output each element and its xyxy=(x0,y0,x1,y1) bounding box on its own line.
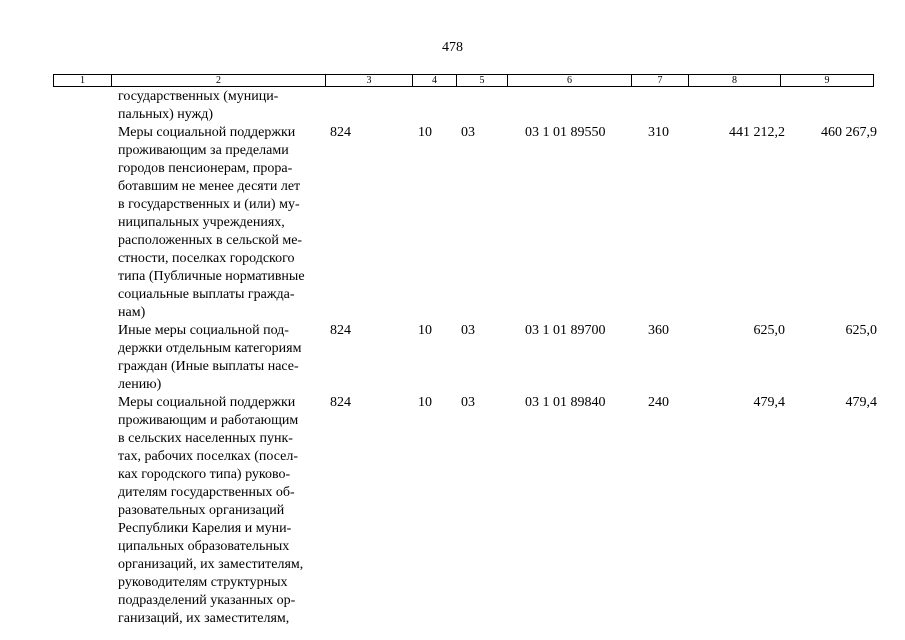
description-line: ках городского типа) руково- xyxy=(118,467,291,482)
amount-year-2: 460 267,9 xyxy=(821,125,877,140)
amount-year-2: 479,4 xyxy=(845,395,877,410)
description-line: в государственных и (или) му- xyxy=(118,197,300,212)
header-col-3: 3 xyxy=(326,75,413,87)
subsection-code: 03 xyxy=(461,395,475,410)
header-col-4: 4 xyxy=(413,75,457,87)
description-line: ганизаций, их заместителям, xyxy=(118,611,290,626)
description-line: ботавшим не менее десяти лет xyxy=(118,179,301,194)
budget-table-body xyxy=(53,88,885,628)
row-description xyxy=(118,124,333,322)
description-line: Иные меры социальной под- xyxy=(118,323,289,338)
header-row xyxy=(54,75,874,87)
row-description xyxy=(118,88,333,124)
description-line: нам) xyxy=(118,305,146,320)
description-line: ципальных образовательных xyxy=(118,539,290,554)
header-col-7: 7 xyxy=(632,75,689,87)
page-number: 478 xyxy=(442,40,463,55)
description-line: проживающим за пределами xyxy=(118,143,289,158)
section-code: 10 xyxy=(418,125,432,140)
amount-year-2: 625,0 xyxy=(845,323,877,338)
expense-type-code: 310 xyxy=(648,125,669,140)
row-description xyxy=(118,322,333,394)
header-col-9: 9 xyxy=(781,75,874,87)
description-line: государственных (муници- xyxy=(118,89,279,104)
description-line: в сельских населенных пунк- xyxy=(118,431,293,446)
header-col-1: 1 xyxy=(54,75,112,87)
table-row xyxy=(53,124,885,322)
description-line: граждан (Иные выплаты насе- xyxy=(118,359,299,374)
header-col-2: 2 xyxy=(112,75,326,87)
description-line: Меры социальной поддержки xyxy=(118,125,296,140)
description-line: пальных) нужд) xyxy=(118,107,214,122)
header-col-8: 8 xyxy=(689,75,781,87)
description-line: проживающим и работающим xyxy=(118,413,299,428)
description-line: дителям государственных об- xyxy=(118,485,295,500)
description-line: социальные выплаты гражда- xyxy=(118,287,295,302)
description-line: городов пенсионерам, прора- xyxy=(118,161,293,176)
description-line: организаций, их заместителям, xyxy=(118,557,304,572)
description-line: лению) xyxy=(118,377,162,392)
target-article-code: 03 1 01 89550 xyxy=(525,125,606,140)
admin-code: 824 xyxy=(330,125,351,140)
description-line: расположенных в сельской ме- xyxy=(118,233,303,248)
header-col-5: 5 xyxy=(457,75,508,87)
description-line: подразделений указанных ор- xyxy=(118,593,296,608)
section-code: 10 xyxy=(418,323,432,338)
subsection-code: 03 xyxy=(461,125,475,140)
subsection-code: 03 xyxy=(461,323,475,338)
header-col-6: 6 xyxy=(508,75,632,87)
description-line: ниципальных учреждениях, xyxy=(118,215,285,230)
column-number-header xyxy=(53,74,874,87)
description-line: типа (Публичные нормативные xyxy=(118,269,305,284)
description-line: держки отдельным категориям xyxy=(118,341,302,356)
target-article-code: 03 1 01 89840 xyxy=(525,395,606,410)
admin-code: 824 xyxy=(330,395,351,410)
table-row xyxy=(53,394,885,628)
expense-type-code: 360 xyxy=(648,323,669,338)
admin-code: 824 xyxy=(330,323,351,338)
section-code: 10 xyxy=(418,395,432,410)
table-row xyxy=(53,88,885,124)
target-article-code: 03 1 01 89700 xyxy=(525,323,606,338)
amount-year-1: 479,4 xyxy=(753,395,785,410)
description-line: руководителям структурных xyxy=(118,575,288,590)
description-line: тах, рабочих поселках (посел- xyxy=(118,449,298,464)
description-line: Меры социальной поддержки xyxy=(118,395,296,410)
description-line: разовательных организаций xyxy=(118,503,285,518)
amount-year-1: 625,0 xyxy=(753,323,785,338)
expense-type-code: 240 xyxy=(648,395,669,410)
row-description xyxy=(118,394,333,628)
description-line: стности, поселках городского xyxy=(118,251,295,266)
amount-year-1: 441 212,2 xyxy=(729,125,785,140)
table-row xyxy=(53,322,885,394)
description-line: Республики Карелия и муни- xyxy=(118,521,292,536)
